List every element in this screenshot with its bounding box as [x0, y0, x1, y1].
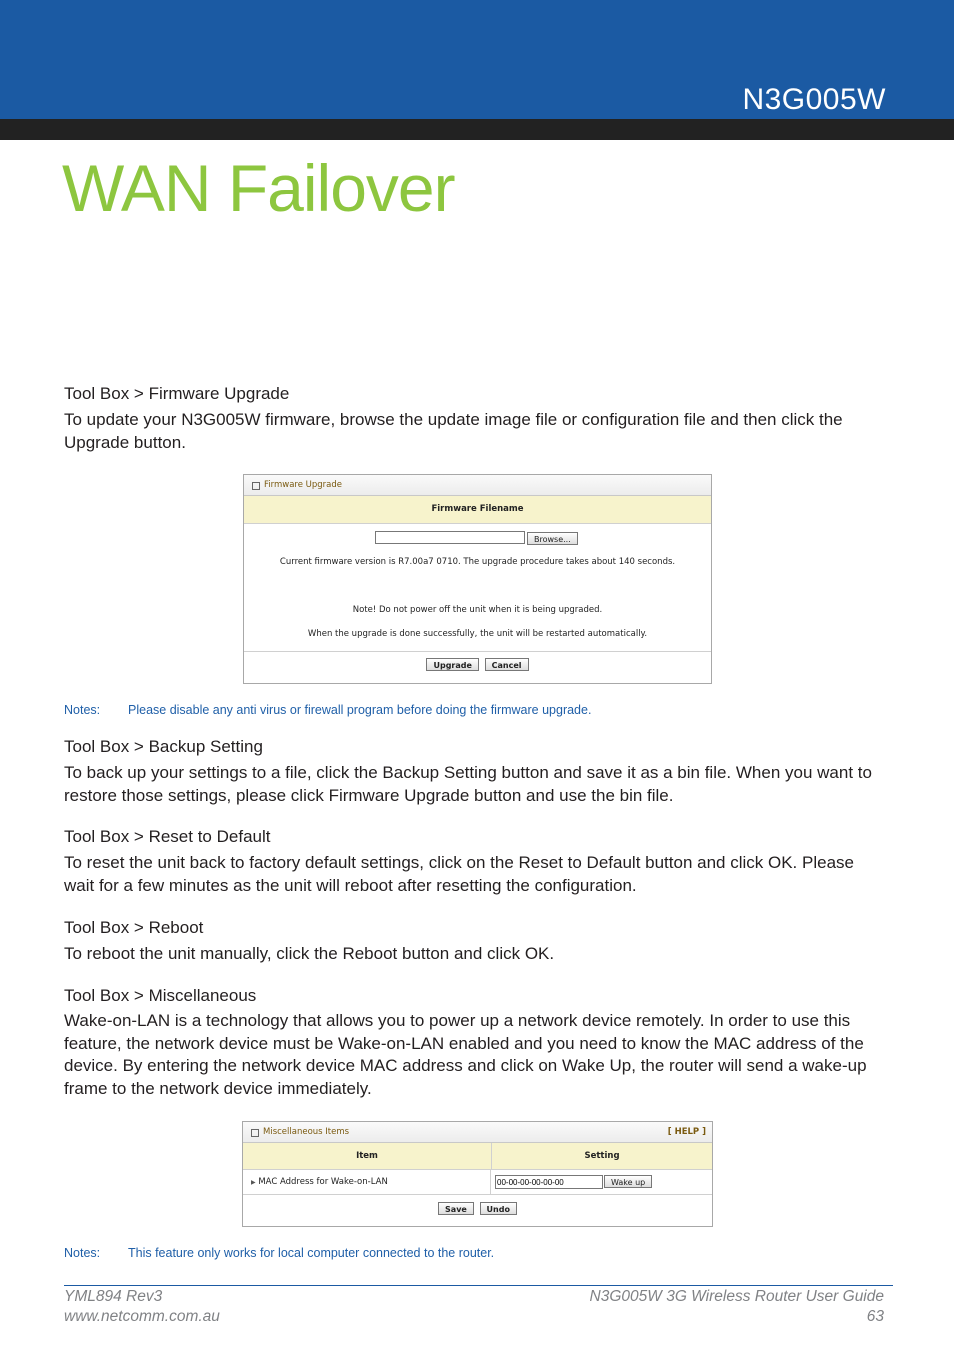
section-title-backup: Tool Box > Backup Setting — [64, 737, 263, 756]
section-body-misc: Wake-on-LAN is a technology that allows you to power up a network device remotely. In order to use this feature, the network device must be Wake-on-LAN enabled and you need to know the MAC address of the device. By entering the network device MAC address and click on Wake Up, the router will send a wake-up frame to the network device immediately. — [64, 1011, 867, 1098]
mac-address-input[interactable] — [495, 1175, 603, 1189]
collapse-box-icon[interactable] — [252, 482, 260, 490]
notes-label: Notes: — [64, 703, 101, 717]
notes-misc — [64, 1246, 494, 1260]
firmware-body — [244, 524, 711, 652]
section-title-reboot: Tool Box > Reboot — [64, 918, 204, 937]
row-label-cell — [243, 1170, 491, 1194]
footer-page-number: 63 — [866, 1308, 884, 1325]
power-warning-text: Note! Do not power off the unit when it is being upgraded. — [352, 605, 603, 615]
section-title-firmware: Tool Box > Firmware Upgrade — [64, 384, 290, 403]
notes-text: Please disable any anti virus or firewall program before doing the firmware upgrade. — [128, 703, 592, 717]
notes-label: Notes: — [64, 1246, 101, 1260]
section-body-reset: To reset the unit back to factory default settings, click on the Reset to Default button and click OK. Please wait for a few minutes as the unit will reboot after resetting the configuration. — [64, 853, 854, 895]
footer-divider — [64, 1285, 893, 1286]
footer-website: www.netcomm.com.au — [64, 1308, 220, 1325]
notes-text: This feature only works for local computer connected to the router. — [128, 1246, 495, 1260]
collapse-box-icon[interactable] — [251, 1129, 259, 1137]
browse-button[interactable]: Browse... — [527, 532, 578, 545]
help-link[interactable]: [ HELP ] — [667, 1127, 706, 1137]
panel-header — [243, 1122, 712, 1143]
panel-header — [244, 475, 711, 496]
section-title-misc: Tool Box > Miscellaneous — [64, 986, 257, 1005]
firmware-actions — [244, 652, 711, 671]
restart-info-text: When the upgrade is done successfully, the unit will be restarted automatically. — [307, 629, 648, 639]
header-divider — [0, 119, 954, 140]
cancel-button[interactable]: Cancel — [485, 658, 529, 671]
footer-guide-title: N3G005W 3G Wireless Router User Guide — [589, 1288, 884, 1305]
undo-button[interactable]: Undo — [480, 1202, 517, 1215]
model-label: N3G005W — [742, 83, 886, 116]
wake-up-button[interactable]: Wake up — [604, 1175, 652, 1188]
current-version-text: Current firmware version is R7.00a7 0710. The upgrade procedure takes about 140 seconds. — [279, 557, 676, 567]
save-button[interactable]: Save — [438, 1202, 474, 1215]
column-header-setting: Setting — [584, 1151, 620, 1161]
footer-doc-id: YML894 Rev3 — [64, 1288, 163, 1305]
miscellaneous-panel — [242, 1121, 713, 1227]
panel-title: Miscellaneous Items — [263, 1127, 350, 1137]
upgrade-button[interactable]: Upgrade — [426, 658, 478, 671]
column-header-filename: Firmware Filename — [244, 496, 711, 524]
section-body-reboot: To reboot the unit manually, click the Reboot button and click OK. — [64, 944, 555, 963]
table-row — [243, 1170, 712, 1195]
section-body-backup: To back up your settings to a file, click the Backup Setting button and save it as a bin file. When you want to restore those settings, please click Firmware Upgrade button and use the bin file. — [64, 763, 872, 805]
mac-wol-label: MAC Address for Wake-on-LAN — [258, 1177, 388, 1187]
firmware-file-input[interactable] — [375, 531, 525, 544]
table-header — [243, 1143, 712, 1170]
panel-title: Firmware Upgrade — [264, 480, 342, 490]
firmware-upgrade-panel — [243, 474, 712, 684]
misc-actions — [243, 1195, 712, 1215]
section-body-firmware: To update your N3G005W firmware, browse the update image file or configuration file and then click the Upgrade button. — [64, 410, 843, 452]
notes-firmware — [64, 703, 591, 717]
row-setting-cell — [491, 1170, 712, 1194]
section-title-reset: Tool Box > Reset to Default — [64, 827, 271, 846]
triangle-bullet-icon: ▶ — [251, 1179, 256, 1186]
page-title: WAN Failover — [62, 151, 455, 225]
column-header-item: Item — [243, 1143, 492, 1169]
